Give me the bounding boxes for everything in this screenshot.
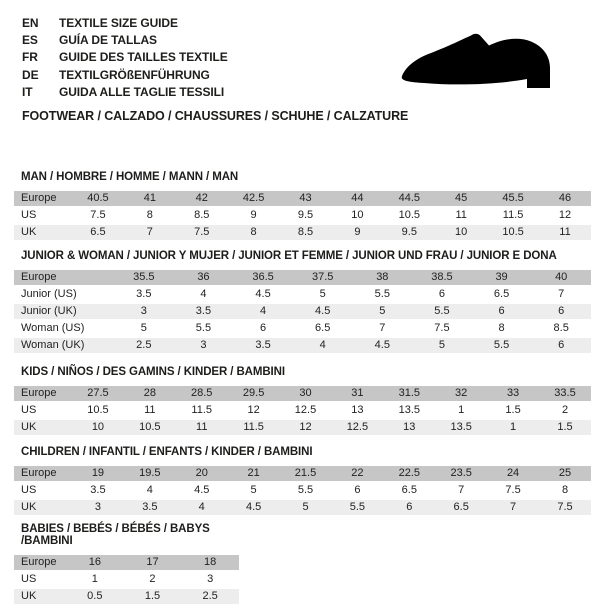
row-label: Woman (UK) [14, 338, 114, 353]
size-cell: 3 [181, 572, 239, 587]
size-cell: 4 [124, 483, 176, 498]
size-cell: 6.5 [293, 321, 353, 336]
size-cell: 44.5 [383, 191, 435, 206]
size-cell: 8 [228, 225, 280, 240]
language-code: IT [22, 84, 33, 99]
language-row [22, 15, 228, 32]
size-row [14, 225, 591, 240]
size-cell: 8 [539, 483, 591, 498]
size-cell: 10 [331, 208, 383, 223]
size-row [14, 403, 591, 418]
size-cell: 1 [487, 420, 539, 435]
size-cell: 6 [472, 304, 532, 319]
size-cell: 12.5 [331, 420, 383, 435]
size-table-section [14, 446, 591, 517]
size-cell: 10 [72, 420, 124, 435]
size-cell: 2 [124, 572, 182, 587]
size-cell: 13 [331, 403, 383, 418]
language-code: FR [22, 50, 38, 65]
size-cell: 8.5 [531, 321, 591, 336]
size-cell: 2.5 [181, 589, 239, 604]
size-cell: 7.5 [539, 500, 591, 515]
size-cell: 10.5 [124, 420, 176, 435]
size-cell: 22 [331, 466, 383, 481]
size-cell: 1.5 [539, 420, 591, 435]
size-cell: 33.5 [539, 386, 591, 401]
size-cell: 1 [435, 403, 487, 418]
size-row [14, 208, 591, 223]
size-cell: 4.5 [233, 287, 293, 302]
size-cell: 10.5 [383, 208, 435, 223]
size-cell: 11 [539, 225, 591, 240]
size-cell: 24 [487, 466, 539, 481]
size-cell: 6.5 [435, 500, 487, 515]
row-label: Woman (US) [14, 321, 114, 336]
size-cell: 5 [412, 338, 472, 353]
size-row [14, 483, 591, 498]
size-cell: 8.5 [176, 208, 228, 223]
size-cell: 10 [435, 225, 487, 240]
size-row [14, 420, 591, 435]
size-row [14, 287, 591, 302]
size-cell: 11.5 [487, 208, 539, 223]
size-cell: 38 [353, 270, 413, 285]
size-cell: 2.5 [114, 338, 174, 353]
size-table-section [14, 366, 591, 437]
size-cell: 4.5 [176, 483, 228, 498]
size-cell: 42.5 [228, 191, 280, 206]
size-cell: 0.5 [66, 589, 124, 604]
language-row [22, 84, 228, 101]
row-label: Junior (US) [14, 287, 114, 302]
size-cell: 3.5 [72, 483, 124, 498]
size-row [14, 572, 239, 587]
size-cell: 7 [487, 500, 539, 515]
size-cell: 36 [174, 270, 234, 285]
size-cell: 29.5 [228, 386, 280, 401]
size-cell: 5 [280, 500, 332, 515]
size-cell: 28.5 [176, 386, 228, 401]
size-cell: 1.5 [487, 403, 539, 418]
size-table [14, 384, 591, 437]
size-cell: 3.5 [114, 287, 174, 302]
size-cell: 5.5 [331, 500, 383, 515]
size-table-title: MAN / HOMBRE / HOMME / MANN / MAN [21, 171, 239, 183]
size-cell: 7 [124, 225, 176, 240]
size-cell: 38.5 [412, 270, 472, 285]
language-list [22, 15, 228, 101]
size-cell: 6.5 [72, 225, 124, 240]
size-cell: 46 [539, 191, 591, 206]
row-label: UK [14, 589, 66, 604]
size-table-title: KIDS / NIÑOS / DES GAMINS / KINDER / BAMBINI [21, 366, 285, 378]
row-label: Europe [14, 466, 72, 481]
size-row [14, 589, 239, 604]
size-table-section [14, 171, 591, 242]
size-cell: 8 [472, 321, 532, 336]
size-cell: 28 [124, 386, 176, 401]
size-table-title: CHILDREN / INFANTIL / ENFANTS / KINDER / BAMBINI [21, 446, 313, 458]
size-cell: 6 [412, 287, 472, 302]
size-cell: 1 [66, 572, 124, 587]
size-cell: 5 [228, 483, 280, 498]
size-cell: 16 [66, 555, 124, 570]
size-cell: 5.5 [472, 338, 532, 353]
size-cell: 2 [539, 403, 591, 418]
size-cell: 11.5 [228, 420, 280, 435]
row-label: Junior (UK) [14, 304, 114, 319]
size-cell: 33 [487, 386, 539, 401]
size-cell: 30 [280, 386, 332, 401]
size-cell: 19.5 [124, 466, 176, 481]
size-table-section [14, 250, 591, 355]
language-label: GUIDE DES TAILLES TEXTILE [59, 50, 228, 65]
size-cell: 31 [331, 386, 383, 401]
row-label: Europe [14, 270, 114, 285]
size-cell: 4 [176, 500, 228, 515]
size-cell: 7.5 [412, 321, 472, 336]
size-cell: 40 [531, 270, 591, 285]
size-cell: 41 [124, 191, 176, 206]
size-cell: 10.5 [487, 225, 539, 240]
size-cell: 6 [383, 500, 435, 515]
size-cell: 11 [124, 403, 176, 418]
row-label: US [14, 483, 72, 498]
size-cell: 5.5 [412, 304, 472, 319]
size-cell: 20 [176, 466, 228, 481]
language-label: TEXTILE SIZE GUIDE [59, 16, 178, 30]
size-cell: 25 [539, 466, 591, 481]
size-cell: 12 [539, 208, 591, 223]
size-row [14, 321, 591, 336]
size-cell: 6 [331, 483, 383, 498]
shoe-icon [396, 31, 578, 95]
row-label: UK [14, 500, 72, 515]
size-cell: 7 [435, 483, 487, 498]
row-label: Europe [14, 191, 72, 206]
size-table-body [14, 270, 591, 353]
row-label: US [14, 208, 72, 223]
size-cell: 43 [280, 191, 332, 206]
size-cell: 45.5 [487, 191, 539, 206]
size-cell: 11.5 [176, 403, 228, 418]
size-cell: 21 [228, 466, 280, 481]
size-row [14, 555, 239, 570]
size-cell: 6.5 [383, 483, 435, 498]
size-cell: 9 [331, 225, 383, 240]
size-cell: 6.5 [472, 287, 532, 302]
size-cell: 5 [114, 321, 174, 336]
size-cell: 6 [531, 304, 591, 319]
size-table [14, 268, 591, 355]
size-cell: 3.5 [124, 500, 176, 515]
size-cell: 7 [353, 321, 413, 336]
size-cell: 40.5 [72, 191, 124, 206]
size-cell: 7 [531, 287, 591, 302]
language-label: GUIDA ALLE TAGLIE TESSILI [59, 84, 225, 99]
size-cell: 36.5 [233, 270, 293, 285]
size-cell: 3 [72, 500, 124, 515]
size-cell: 5.5 [280, 483, 332, 498]
size-cell: 12 [280, 420, 332, 435]
size-cell: 11 [435, 208, 487, 223]
size-cell: 7.5 [72, 208, 124, 223]
size-cell: 4 [233, 304, 293, 319]
shoe-silhouette-path [402, 34, 550, 88]
size-cell: 37.5 [293, 270, 353, 285]
size-cell: 11 [176, 420, 228, 435]
size-table [14, 553, 239, 606]
size-table-body [14, 466, 591, 515]
size-cell: 4 [293, 338, 353, 353]
size-cell: 9.5 [383, 225, 435, 240]
row-label: UK [14, 420, 72, 435]
size-cell: 6 [233, 321, 293, 336]
size-cell: 8.5 [280, 225, 332, 240]
size-cell: 31.5 [383, 386, 435, 401]
size-table-body [14, 555, 239, 604]
size-cell: 3 [114, 304, 174, 319]
size-row [14, 386, 591, 401]
size-cell: 18 [181, 555, 239, 570]
size-cell: 7.5 [176, 225, 228, 240]
size-row [14, 466, 591, 481]
size-table-body [14, 191, 591, 240]
size-row [14, 304, 591, 319]
size-cell: 8 [124, 208, 176, 223]
size-cell: 35.5 [114, 270, 174, 285]
size-cell: 27.5 [72, 386, 124, 401]
size-table-title: BABIES / BEBÉS / BÉBÉS / BABYS /BAMBINI [21, 523, 210, 547]
row-label: US [14, 572, 66, 587]
size-cell: 22.5 [383, 466, 435, 481]
size-cell: 4 [174, 287, 234, 302]
size-row [14, 270, 591, 285]
size-row [14, 191, 591, 206]
size-cell: 5.5 [174, 321, 234, 336]
row-label: Europe [14, 386, 72, 401]
size-cell: 42 [176, 191, 228, 206]
language-row [22, 32, 228, 49]
language-code: ES [22, 33, 38, 48]
row-label: UK [14, 225, 72, 240]
size-cell: 7.5 [487, 483, 539, 498]
size-cell: 13.5 [383, 403, 435, 418]
size-cell: 5.5 [353, 287, 413, 302]
size-cell: 4.5 [293, 304, 353, 319]
size-cell: 12.5 [280, 403, 332, 418]
language-label: TEXTILGRÖßENFÜHRUNG [59, 67, 210, 82]
size-cell: 12 [228, 403, 280, 418]
size-row [14, 500, 591, 515]
row-label: US [14, 403, 72, 418]
size-cell: 10.5 [72, 403, 124, 418]
language-code: EN [22, 16, 39, 30]
size-cell: 21.5 [280, 466, 332, 481]
language-label: GUÍA DE TALLAS [59, 33, 157, 48]
size-cell: 5 [293, 287, 353, 302]
size-cell: 32 [435, 386, 487, 401]
size-cell: 23.5 [435, 466, 487, 481]
size-table [14, 464, 591, 517]
category-title: FOOTWEAR / CALZADO / CHAUSSURES / SCHUHE / CALZATURE [22, 109, 409, 123]
language-row [22, 67, 228, 84]
size-cell: 13 [383, 420, 435, 435]
size-cell: 39 [472, 270, 532, 285]
size-row [14, 338, 591, 353]
size-cell: 9.5 [280, 208, 332, 223]
size-table [14, 189, 591, 242]
size-table-body [14, 386, 591, 435]
size-table-title: JUNIOR & WOMAN / JUNIOR Y MUJER / JUNIOR ET FEMME / JUNIOR UND FRAU / JUNIOR E DONA [21, 250, 557, 262]
size-cell: 9 [228, 208, 280, 223]
size-cell: 5 [353, 304, 413, 319]
size-table-section [14, 523, 239, 606]
row-label: Europe [14, 555, 66, 570]
language-code: DE [22, 67, 39, 82]
language-row [22, 49, 228, 66]
size-cell: 1.5 [124, 589, 182, 604]
size-cell: 17 [124, 555, 182, 570]
size-cell: 44 [331, 191, 383, 206]
size-cell: 3.5 [233, 338, 293, 353]
size-cell: 4.5 [228, 500, 280, 515]
size-cell: 3 [174, 338, 234, 353]
size-cell: 13.5 [435, 420, 487, 435]
size-cell: 6 [531, 338, 591, 353]
size-cell: 19 [72, 466, 124, 481]
size-cell: 4.5 [353, 338, 413, 353]
size-cell: 45 [435, 191, 487, 206]
size-cell: 3.5 [174, 304, 234, 319]
